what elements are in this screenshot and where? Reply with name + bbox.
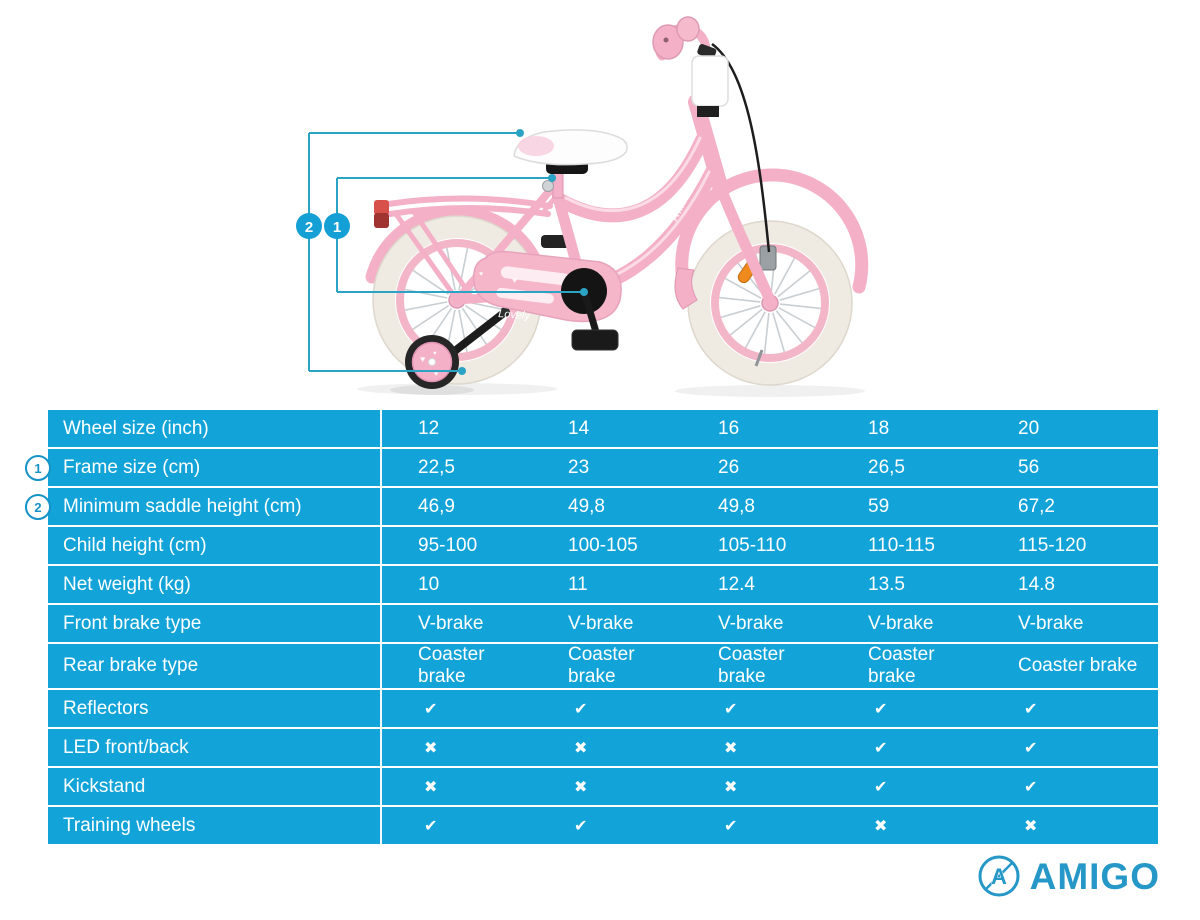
bike-photo	[0, 0, 1200, 410]
spec-value: 115-120	[1018, 534, 1087, 556]
spec-value: 100-105	[568, 534, 638, 556]
svg-text:2: 2	[304, 219, 314, 236]
table-row	[48, 410, 1158, 447]
table-row	[48, 449, 1158, 486]
table-row	[48, 690, 1158, 727]
table-row	[48, 488, 1158, 525]
bell	[677, 17, 699, 41]
spec-value: 20	[1018, 417, 1040, 439]
spec-label: Rear brake type	[63, 655, 199, 676]
svg-text:♥: ♥	[434, 371, 439, 378]
spec-value	[380, 807, 530, 844]
frame-decal: AMIGO	[668, 180, 699, 224]
spec-value: 59	[868, 495, 890, 517]
spec-label: Minimum saddle height (cm)	[63, 495, 302, 517]
spec-value: Coaster brake	[568, 644, 635, 687]
table-row	[48, 527, 1158, 564]
spec-value: V-brake	[718, 612, 784, 634]
spec-value	[980, 768, 1158, 805]
tail-reflector-icon	[374, 200, 389, 228]
spec-value: 22,5	[418, 456, 455, 478]
check-icon: ✔	[1024, 777, 1038, 796]
spec-value: 67,2	[1018, 495, 1055, 517]
spec-value	[830, 768, 980, 805]
frame-heart-icon: ♥	[694, 170, 700, 181]
amigo-logo	[977, 852, 1160, 900]
spec-value: 46,9	[418, 495, 455, 517]
spec-value	[680, 690, 830, 727]
spec-value	[980, 690, 1158, 727]
table-column-divider	[380, 410, 382, 844]
check-icon: ✔	[424, 699, 438, 718]
spec-value: Coaster brake	[868, 644, 935, 687]
spec-value	[380, 690, 530, 727]
svg-text:♥: ♥	[512, 275, 518, 285]
chainguard-decal: Lovely	[497, 308, 531, 323]
spec-value	[830, 807, 980, 844]
annotation-badge-1	[324, 213, 350, 239]
spec-value: 110-115	[868, 534, 935, 556]
spec-value: 11	[568, 573, 588, 595]
spec-table	[48, 410, 1158, 844]
spec-label: Net weight (kg)	[63, 573, 191, 595]
spec-value: 16	[718, 417, 740, 439]
check-icon: ✔	[874, 738, 888, 757]
table-row	[48, 566, 1158, 603]
table-row	[48, 605, 1158, 642]
spec-value: 12.4	[718, 573, 755, 595]
spec-value	[830, 729, 980, 766]
cross-icon: ✖	[574, 777, 588, 796]
spec-value: 13.5	[868, 573, 905, 595]
cross-icon: ✖	[724, 738, 738, 757]
check-icon: ✔	[574, 816, 588, 835]
row-badge-2: 2	[25, 494, 51, 520]
saddle	[514, 130, 627, 198]
spec-value: Coaster brake	[418, 644, 485, 687]
spec-value: Coaster brake	[1018, 655, 1138, 676]
row-badge-1: 1	[25, 455, 51, 481]
spec-value: 95-100	[418, 534, 478, 556]
spec-value: 56	[1018, 456, 1040, 478]
spec-value: 12	[418, 417, 440, 439]
spec-value	[530, 690, 680, 727]
spec-value: 23	[568, 456, 590, 478]
check-icon: ✔	[724, 816, 738, 835]
spec-value	[380, 729, 530, 766]
spec-label: Reflectors	[63, 697, 149, 719]
spec-value	[530, 729, 680, 766]
spec-value: V-brake	[418, 612, 484, 634]
spec-value: 49,8	[718, 495, 755, 517]
check-icon: ✔	[1024, 699, 1038, 718]
spec-label: LED front/back	[63, 736, 189, 758]
svg-text:♥: ♥	[479, 271, 484, 278]
spec-value: 26	[718, 456, 740, 478]
spec-value	[830, 690, 980, 727]
svg-text:1: 1	[332, 219, 342, 236]
spec-value: Coaster brake	[718, 644, 785, 687]
svg-text:♥: ♥	[433, 351, 437, 357]
spec-value: 26,5	[868, 456, 905, 478]
spec-value	[980, 807, 1158, 844]
table-row	[48, 644, 1158, 688]
check-icon: ✔	[424, 816, 438, 835]
spec-value: 14	[568, 417, 590, 439]
spec-value	[980, 729, 1158, 766]
spec-value: 18	[868, 417, 890, 439]
spec-value: 105-110	[718, 534, 787, 556]
pedal-down	[572, 330, 618, 350]
spec-label: Kickstand	[63, 775, 146, 797]
spec-value	[680, 729, 830, 766]
check-icon: ✔	[874, 699, 888, 718]
cross-icon: ✖	[724, 777, 738, 796]
svg-text:♥: ♥	[420, 354, 426, 364]
cross-icon: ✖	[574, 738, 588, 757]
table-row	[48, 768, 1158, 805]
spec-value: 10	[418, 573, 440, 595]
spec-value	[530, 768, 680, 805]
spec-value: 49,8	[568, 495, 605, 517]
spec-label: Frame size (cm)	[63, 456, 201, 478]
spec-label: Wheel size (inch)	[63, 417, 209, 439]
svg-text:A: A	[990, 864, 1007, 889]
amigo-wordmark: AMIGO	[1029, 855, 1160, 897]
spec-value	[680, 768, 830, 805]
number-plate	[692, 56, 728, 106]
check-icon: ✔	[1024, 738, 1038, 757]
cross-icon: ✖	[874, 816, 888, 835]
annotation-badge-2	[296, 213, 322, 239]
spec-label: Front brake type	[63, 612, 202, 634]
cross-icon: ✖	[424, 738, 438, 757]
table-row	[48, 729, 1158, 766]
spec-value: V-brake	[868, 612, 934, 634]
spec-value: V-brake	[568, 612, 634, 634]
table-row	[48, 807, 1158, 844]
spec-value	[380, 768, 530, 805]
spec-value	[680, 807, 830, 844]
check-icon: ✔	[874, 777, 888, 796]
check-icon: ✔	[574, 699, 588, 718]
spec-value: V-brake	[1018, 612, 1084, 634]
cross-icon: ✖	[1024, 816, 1038, 835]
spec-value: 14.8	[1018, 573, 1055, 595]
spec-label: Training wheels	[63, 814, 196, 836]
spec-label: Child height (cm)	[63, 534, 207, 556]
check-icon: ✔	[724, 699, 738, 718]
spec-value	[530, 807, 680, 844]
amigo-emblem-icon	[977, 854, 1021, 898]
cross-icon: ✖	[424, 777, 438, 796]
